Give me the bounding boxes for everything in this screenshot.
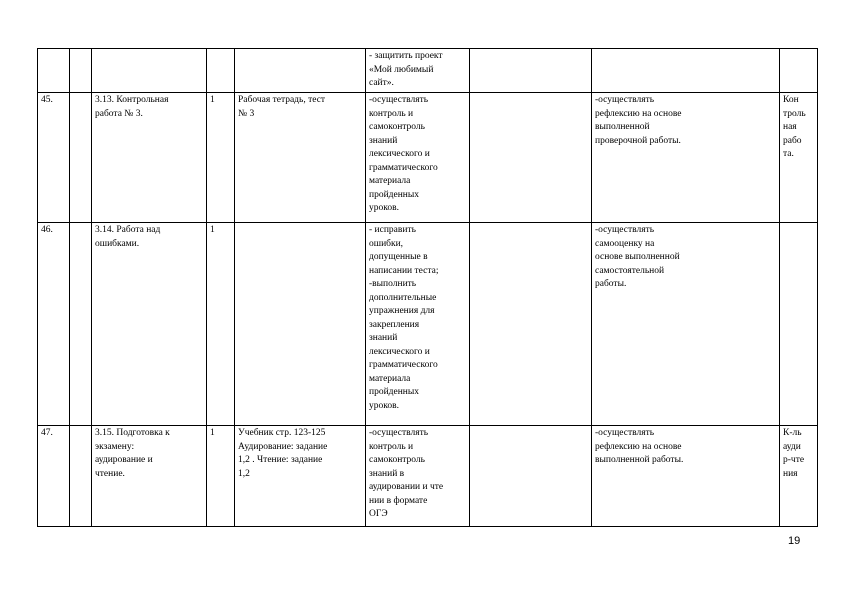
student-activity-line: самоконтроль xyxy=(369,455,425,465)
hours-cell xyxy=(207,49,235,93)
student-activity-cell xyxy=(366,426,470,527)
date-cell xyxy=(470,426,592,527)
student-activity-line: самоконтроль xyxy=(369,122,425,132)
control-line: ная xyxy=(783,122,797,132)
blank-cell xyxy=(70,49,92,93)
student-activity-line: знаний xyxy=(369,333,398,343)
control-line: Кон xyxy=(783,95,799,105)
control-line: ния xyxy=(783,468,798,479)
student-activity-line: «Мой любимый xyxy=(369,64,434,75)
blank-cell xyxy=(70,426,92,527)
materials-line: 1,2 xyxy=(238,468,250,479)
control-line: К-ль xyxy=(783,428,802,438)
table-row xyxy=(38,426,818,527)
control-cell xyxy=(780,49,818,93)
topic-line: 3.13. Контрольная xyxy=(95,95,169,105)
topic-line: экзамену: xyxy=(95,441,135,452)
row-number-text: 47. xyxy=(41,428,53,438)
topic-line: 3.15. Подготовка к xyxy=(95,428,170,438)
hours-text: 1 xyxy=(210,428,215,438)
control-cell xyxy=(780,223,818,426)
outcomes-line: -осуществлять xyxy=(595,225,655,235)
hours-text: 1 xyxy=(210,225,215,235)
hours-cell xyxy=(207,223,235,426)
materials-cell xyxy=(235,426,366,527)
student-activity-line: пройденных xyxy=(369,189,420,200)
outcomes-cell xyxy=(592,93,780,223)
materials-cell xyxy=(235,49,366,93)
hours-cell xyxy=(207,93,235,223)
outcomes-cell xyxy=(592,49,780,93)
outcomes-cell xyxy=(592,223,780,426)
student-activity-line: сайт». xyxy=(369,78,394,88)
student-activity-line: ошибки, xyxy=(369,238,404,249)
control-line: троль xyxy=(783,108,806,119)
outcomes-line: выполненной xyxy=(595,122,650,132)
topic-cell xyxy=(92,49,207,93)
student-activity-line: нии в формате xyxy=(369,495,428,506)
topic-line: чтение. xyxy=(95,468,125,479)
control-line: ауди xyxy=(783,441,801,452)
student-activity-line: аудировании и чте xyxy=(369,482,444,492)
student-activity-cell xyxy=(366,49,470,93)
student-activity-line: уроков. xyxy=(369,203,399,213)
outcomes-cell xyxy=(592,426,780,527)
student-activity-line: лексического и xyxy=(369,346,430,357)
topic-line: аудирование и xyxy=(95,455,153,465)
outcomes-line: рефлексию на основе xyxy=(595,441,682,452)
outcomes-line: проверочной работы. xyxy=(595,135,681,146)
table-row xyxy=(38,93,818,223)
row-number-text: 46. xyxy=(41,225,53,235)
page-number: 19 xyxy=(788,535,801,547)
topic-cell xyxy=(92,426,207,527)
materials-cell xyxy=(235,93,366,223)
student-activity-line: знаний xyxy=(369,135,398,146)
topic-cell xyxy=(92,93,207,223)
outcomes-line: -осуществлять xyxy=(595,428,655,438)
materials-line: 1,2 . Чтение: задание xyxy=(238,455,323,465)
control-cell xyxy=(780,93,818,223)
student-activity-line: закрепления xyxy=(369,319,420,330)
student-activity-line: упражнения для xyxy=(369,306,435,316)
outcomes-line: -осуществлять xyxy=(595,95,655,105)
outcomes-line: самооценку на xyxy=(595,238,655,249)
date-cell xyxy=(470,49,592,93)
table-row xyxy=(38,49,818,93)
materials-cell xyxy=(235,223,366,426)
student-activity-line: -осуществлять xyxy=(369,95,429,105)
control-line: та. xyxy=(783,149,794,159)
student-activity-line: грамматического xyxy=(369,162,438,173)
hours-cell xyxy=(207,426,235,527)
student-activity-line: пройденных xyxy=(369,387,420,397)
outcomes-line: самостоятельной xyxy=(595,265,665,276)
blank-cell xyxy=(70,223,92,426)
student-activity-line: лексического и xyxy=(369,149,430,159)
control-line: р-чте xyxy=(783,455,805,465)
outcomes-line: рефлексию на основе xyxy=(595,108,682,119)
student-activity-line: контроль и xyxy=(369,108,414,119)
student-activity-line: материала xyxy=(369,176,411,186)
materials-line: Аудирование: задание xyxy=(238,441,328,452)
student-activity-line: написании теста; xyxy=(369,265,439,276)
row-number-cell xyxy=(38,426,70,527)
student-activity-cell xyxy=(366,93,470,223)
control-line: рабо xyxy=(783,135,802,146)
student-activity-line: ОГЭ xyxy=(369,509,388,519)
control-cell xyxy=(780,426,818,527)
table-body xyxy=(38,49,818,527)
outcomes-line: основе выполненной xyxy=(595,252,680,262)
student-activity-line: грамматического xyxy=(369,360,438,370)
outcomes-line: работы. xyxy=(595,279,627,289)
student-activity-line: - защитить проект xyxy=(369,51,443,61)
blank-cell xyxy=(70,93,92,223)
row-number-cell xyxy=(38,223,70,426)
student-activity-line: допущенные в xyxy=(369,252,428,262)
student-activity-line: контроль и xyxy=(369,441,414,452)
hours-text: 1 xyxy=(210,95,215,105)
materials-line: Рабочая тетрадь, тест xyxy=(238,95,326,105)
row-number-cell xyxy=(38,49,70,93)
student-activity-line: знаний в xyxy=(369,468,405,479)
student-activity-cell xyxy=(366,223,470,426)
lesson-plan-table xyxy=(37,48,818,527)
date-cell xyxy=(470,93,592,223)
outcomes-line: выполненной работы. xyxy=(595,455,684,465)
student-activity-line: -осуществлять xyxy=(369,428,429,438)
topic-line: 3.14. Работа над xyxy=(95,225,161,235)
student-activity-line: дополнительные xyxy=(369,292,437,303)
topic-line: ошибками. xyxy=(95,238,140,249)
student-activity-line: -выполнить xyxy=(369,279,417,289)
materials-line: № 3 xyxy=(238,108,255,119)
topic-line: работа № 3. xyxy=(95,108,143,119)
topic-cell xyxy=(92,223,207,426)
materials-line: Учебник стр. 123-125 xyxy=(238,428,326,438)
row-number-text: 45. xyxy=(41,95,53,105)
table-row xyxy=(38,223,818,426)
student-activity-line: уроков. xyxy=(369,400,399,411)
row-number-cell xyxy=(38,93,70,223)
date-cell xyxy=(470,223,592,426)
student-activity-line: материала xyxy=(369,373,411,384)
student-activity-line: - исправить xyxy=(369,225,416,235)
